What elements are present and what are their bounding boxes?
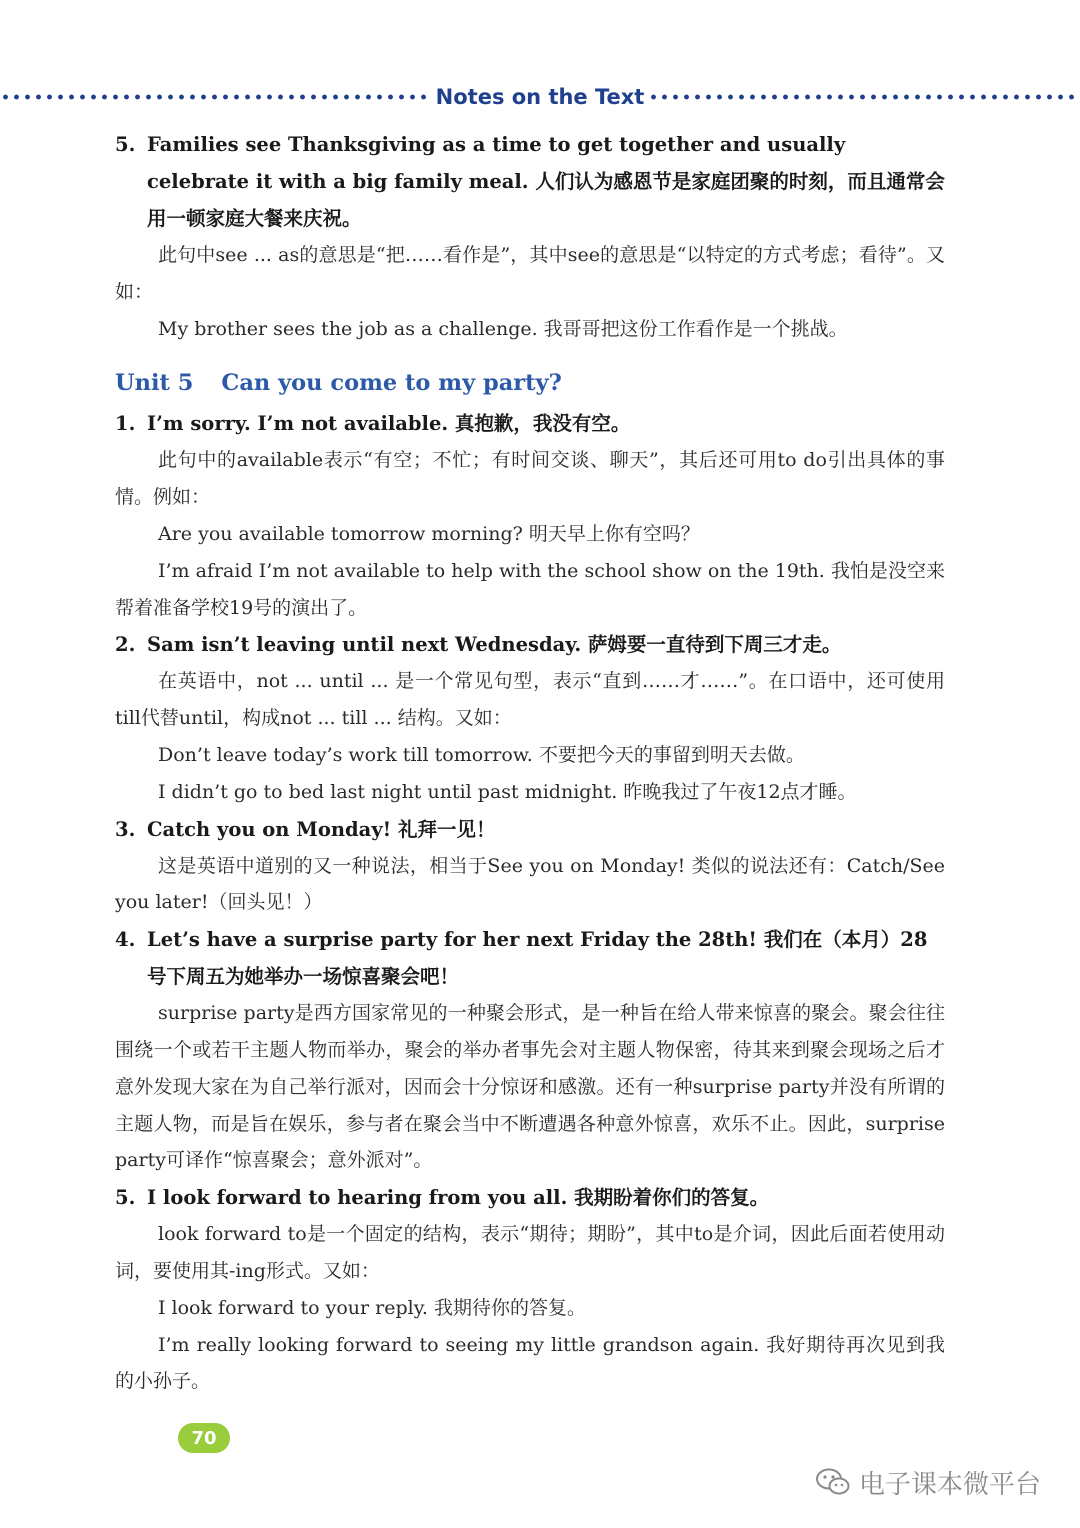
note-paragraph: Are you available tomorrow morning? 明天早上你有空吗？ xyxy=(158,522,700,545)
note-paragraph: I’m afraid I’m not available to help with the school show on the 19th. 我怕是没空来帮着准备学校19号的演出了。 xyxy=(115,559,945,619)
section-header xyxy=(0,80,1080,114)
note-number: 4. xyxy=(115,928,136,952)
watermark xyxy=(815,1462,1041,1502)
note-heading xyxy=(115,405,945,442)
note-paragraph: surprise party是西方国家常见的一种聚会形式，是一种旨在给人带来惊喜的聚会。聚会往往围绕一个或若干主题人物而举办，聚会的举办者事先会对主题人物保密，待其来到聚会现场之后才意外发现大家在为自己举行派对，因而会十分惊讶和感激。还有一种surprise party并没有所谓的主题人物，而是旨在娱乐，参与者在聚会当中不断遭遇各种意外惊喜，欢乐不止。因此，surprise party可译作“惊喜聚会；意外派对”。 xyxy=(115,1002,945,1172)
note-title: I look forward to hearing from you all. 我期盼着你们的答复。 xyxy=(147,1186,770,1210)
note-title: Let’s have a surprise party for her next Friday the 28th! 我们在（本月）28号下周五为她举办一场惊喜聚会吧！ xyxy=(147,928,928,989)
unit-label: Unit 5 xyxy=(115,370,194,397)
note-paragraph: 此句中的available表示“有空；不忙；有时间交谈、聊天”，其后还可用to do引出具体的事情。例如： xyxy=(115,449,945,509)
note-paragraph: 在英语中，not ... until ... 是一个常见句型，表示“直到……才……”。在口语中，还可使用till代替until，构成not ... till ... 结构。又如： xyxy=(115,670,945,730)
wechat-icon xyxy=(815,1467,851,1497)
note-number: 3. xyxy=(115,817,136,841)
note-heading xyxy=(115,811,945,848)
note-paragraph: I’m really looking forward to seeing my little grandson again. 我好期待再次见到我的小孙子。 xyxy=(115,1333,945,1393)
header-title: Notes on the Text xyxy=(435,85,645,109)
note-title: Families see Thanksgiving as a time to get together and usually celebrate it with a big family meal. 人们认为感恩节是家庭团聚的时刻，而且通常会用一顿家庭大餐来庆祝。 xyxy=(147,133,945,230)
note-title: Catch you on Monday! 礼拜一见！ xyxy=(147,817,496,841)
note-number: 1. xyxy=(115,412,136,436)
note-number: 2. xyxy=(115,633,136,657)
note-paragraph: 此句中see ... as的意思是“把……看作是”，其中see的意思是“以特定的方式考虑；看待”。又如： xyxy=(115,244,945,303)
note-heading xyxy=(115,1179,945,1216)
note-number: 5. xyxy=(115,1186,136,1210)
note-heading xyxy=(115,626,945,663)
unit-notes xyxy=(115,405,945,1400)
note-title: Sam isn’t leaving until next Wednesday. 萨姆要一直待到下周三才走。 xyxy=(147,633,842,657)
unit-title: Can you come to my party? xyxy=(221,370,562,397)
page-number: 70 xyxy=(178,1423,230,1453)
header-dots-left xyxy=(0,94,432,100)
note-paragraph: look forward to是一个固定的结构，表示“期待；期盼”，其中to是介词，因此后面若使用动词，要使用其-ing形式。又如： xyxy=(115,1223,945,1282)
note-paragraph: 这是英语中道别的又一种说法，相当于See you on Monday! 类似的说法还有：Catch/See you later!（回头见！） xyxy=(115,854,945,914)
note-paragraph: I didn’t go to bed last night until past midnight. 昨晚我过了午夜12点才睡。 xyxy=(158,780,857,803)
watermark-text: 电子课本微平台 xyxy=(859,1469,1042,1500)
note-number: 5. xyxy=(115,133,136,156)
note-paragraph: I look forward to your reply. 我期待你的答复。 xyxy=(158,1296,586,1319)
header-dots-right xyxy=(648,94,1080,100)
note-heading xyxy=(115,126,945,237)
unit-heading xyxy=(115,363,945,403)
previous-unit-notes xyxy=(115,126,945,347)
page-content xyxy=(115,126,945,1400)
note-paragraph: Don’t leave today’s work till tomorrow. 不要把今天的事留到明天去做。 xyxy=(158,743,805,766)
note-paragraph: My brother sees the job as a challenge. 我哥哥把这份工作看作是一个挑战。 xyxy=(158,317,848,340)
note-title: I’m sorry. I’m not available. 真抱歉，我没有空。 xyxy=(147,412,631,436)
note-heading xyxy=(115,921,945,995)
